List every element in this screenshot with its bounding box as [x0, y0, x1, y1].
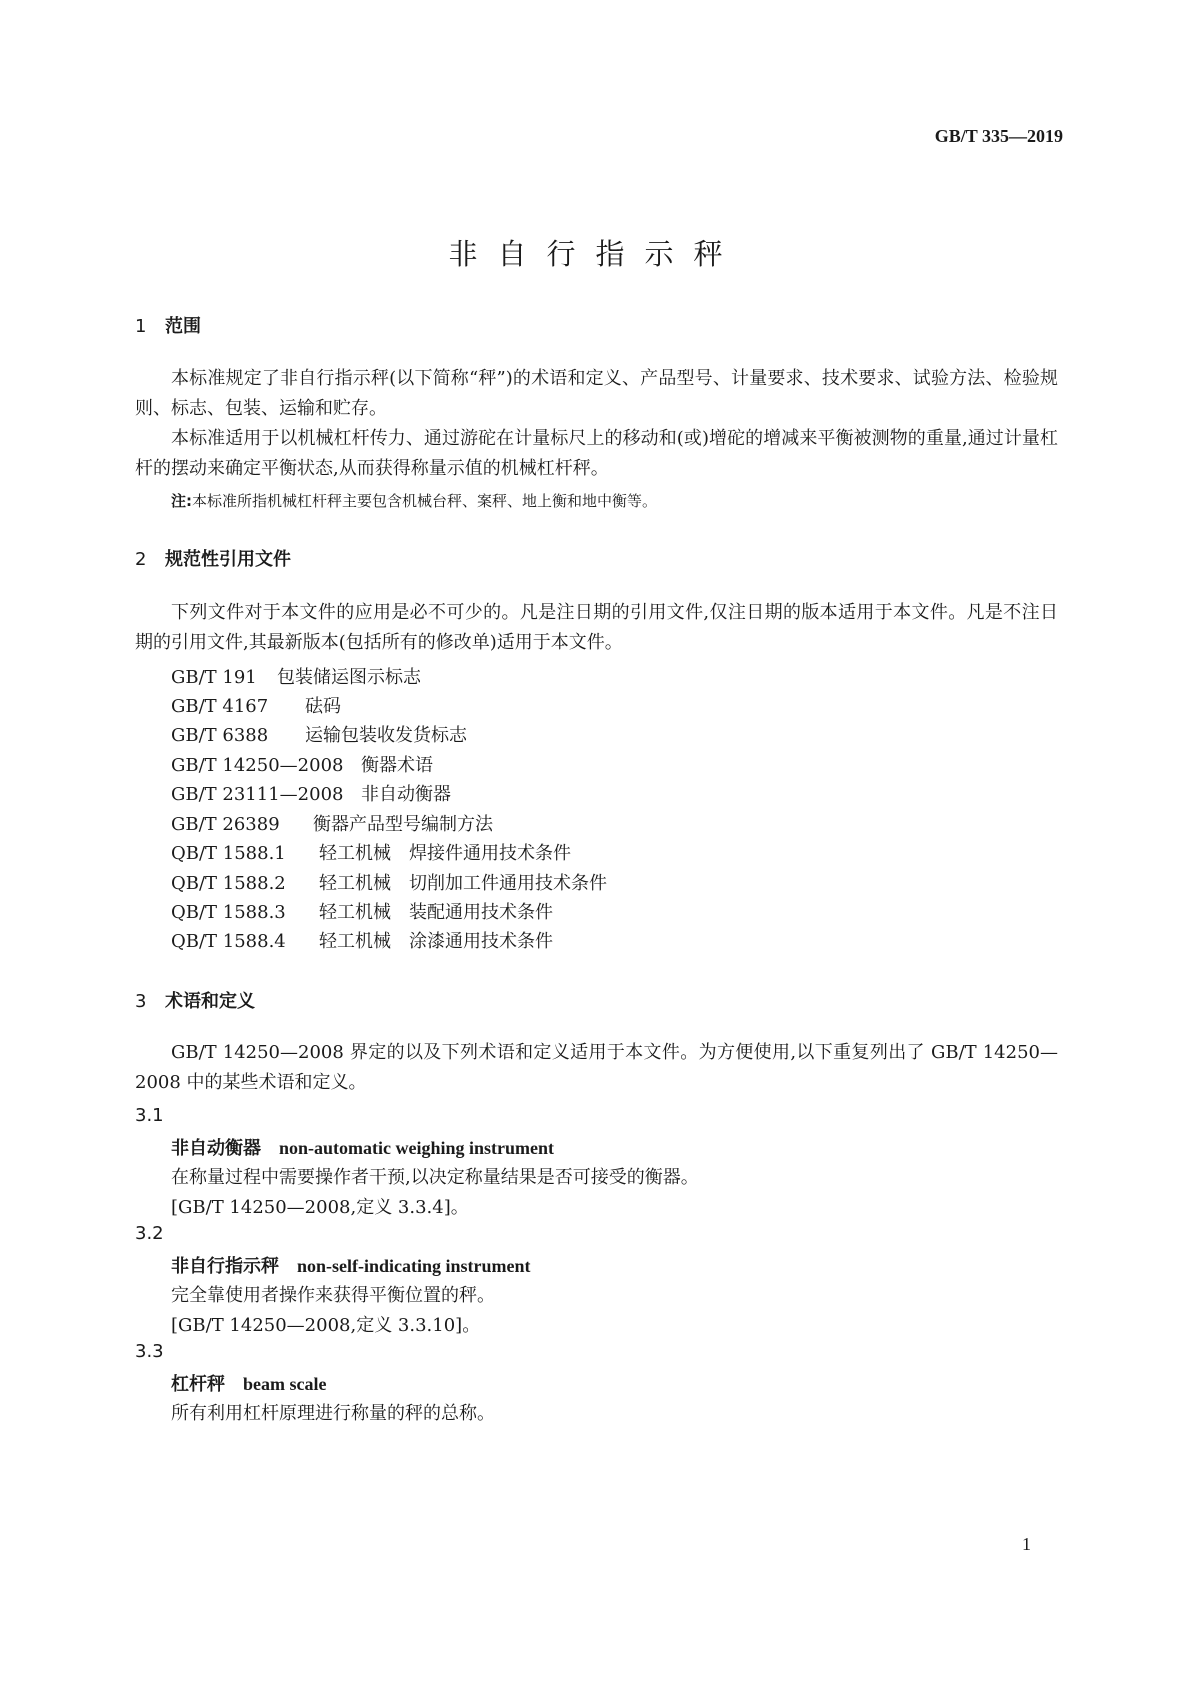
term-number: 3.3	[135, 1341, 164, 1362]
term-definition: 完全靠使用者操作来获得平衡位置的秤。	[171, 1285, 495, 1306]
ref-name: 非自动衡器	[361, 784, 451, 805]
section-title: 规范性引用文件	[165, 549, 291, 570]
ref-name: 轻工机械 切削加工件通用技术条件	[319, 873, 607, 894]
paragraph: GB/T 14250—2008 界定的以及下列术语和定义适用于本文件。为方便使用,以下重复列出了 GB/T 14250—2008 中的某些术语和定义。	[135, 1042, 1058, 1093]
note	[171, 490, 657, 511]
standard-code: GB/T 335—2019	[934, 126, 1063, 146]
term-heading	[171, 1252, 531, 1278]
reference-item	[171, 810, 493, 836]
ref-code: QB/T 1588.2	[171, 873, 286, 894]
section-number: 3	[135, 991, 147, 1012]
section-2-heading	[135, 545, 291, 571]
reference-item	[171, 869, 607, 895]
ref-code: GB/T 14250—2008	[171, 755, 344, 776]
section-number: 2	[135, 549, 147, 570]
ref-code: QB/T 1588.4	[171, 931, 286, 952]
ref-code: QB/T 1588.1	[171, 843, 286, 864]
term-definition: 在称量过程中需要操作者干预,以决定称量结果是否可接受的衡器。	[171, 1167, 699, 1188]
reference-item	[171, 692, 341, 718]
section-number: 1	[135, 316, 147, 337]
term-en: non-automatic weighing instrument	[279, 1138, 555, 1158]
term-en: beam scale	[243, 1374, 327, 1394]
term-heading	[171, 1134, 554, 1160]
term-zh: 非自动衡器	[171, 1138, 261, 1159]
note-label: 注:	[171, 492, 192, 510]
ref-name: 衡器产品型号编制方法	[313, 814, 493, 835]
ref-name: 砝码	[305, 696, 341, 717]
ref-name: 轻工机械 装配通用技术条件	[319, 902, 553, 923]
ref-name: 轻工机械 涂漆通用技术条件	[319, 931, 553, 952]
reference-item	[171, 663, 421, 689]
section-3-body	[135, 1038, 1058, 1098]
ref-code: QB/T 1588.3	[171, 902, 286, 923]
section-title: 范围	[165, 316, 201, 337]
note-text: 本标准所指机械杠杆秤主要包含机械台秤、案秤、地上衡和地中衡等。	[192, 492, 658, 510]
paragraph: 本标准规定了非自行指示秤(以下简称“秤”)的术语和定义、产品型号、计量要求、技术要求、试验方法、检验规则、标志、包装、运输和贮存。	[135, 368, 1058, 419]
ref-code: GB/T 191	[171, 667, 257, 688]
section-2-body	[135, 598, 1058, 658]
reference-item	[171, 839, 571, 865]
reference-item	[171, 751, 433, 777]
ref-name: 衡器术语	[361, 755, 433, 776]
ref-code: GB/T 26389	[171, 814, 280, 835]
ref-name: 运输包装收发货标志	[305, 725, 467, 746]
reference-item	[171, 927, 553, 953]
term-source: [GB/T 14250—2008,定义 3.3.10]。	[171, 1315, 481, 1336]
term-source: [GB/T 14250—2008,定义 3.3.4]。	[171, 1197, 469, 1218]
ref-name: 包装储运图示标志	[277, 667, 421, 688]
term-number: 3.1	[135, 1105, 164, 1126]
term-number: 3.2	[135, 1223, 164, 1244]
ref-code: GB/T 6388	[171, 725, 269, 746]
ref-name: 轻工机械 焊接件通用技术条件	[319, 843, 571, 864]
term-definition: 所有利用杠杆原理进行称量的秤的总称。	[171, 1403, 495, 1424]
section-1-body	[135, 364, 1058, 484]
ref-code: GB/T 4167	[171, 696, 269, 717]
reference-item	[171, 898, 553, 924]
section-3-heading	[135, 987, 255, 1013]
term-en: non-self-indicating instrument	[297, 1256, 531, 1276]
section-1-heading	[135, 312, 201, 338]
reference-item	[171, 721, 467, 747]
paragraph: 下列文件对于本文件的应用是必不可少的。凡是注日期的引用文件,仅注日期的版本适用于本文件。凡是不注日期的引用文件,其最新版本(包括所有的修改单)适用于本文件。	[135, 602, 1058, 653]
term-zh: 杠杆秤	[171, 1374, 225, 1395]
term-zh: 非自行指示秤	[171, 1256, 279, 1277]
document-title: 非自行指示秤	[448, 237, 743, 271]
section-title: 术语和定义	[165, 991, 255, 1012]
page-number: 1	[1022, 1534, 1031, 1554]
reference-item	[171, 780, 451, 806]
ref-code: GB/T 23111—2008	[171, 784, 344, 805]
paragraph: 本标准适用于以机械杠杆传力、通过游砣在计量标尺上的移动和(或)增砣的增减来平衡被测物的重量,通过计量杠杆的摆动来确定平衡状态,从而获得称量示值的机械杠杆秤。	[135, 428, 1058, 479]
term-heading	[171, 1370, 326, 1396]
